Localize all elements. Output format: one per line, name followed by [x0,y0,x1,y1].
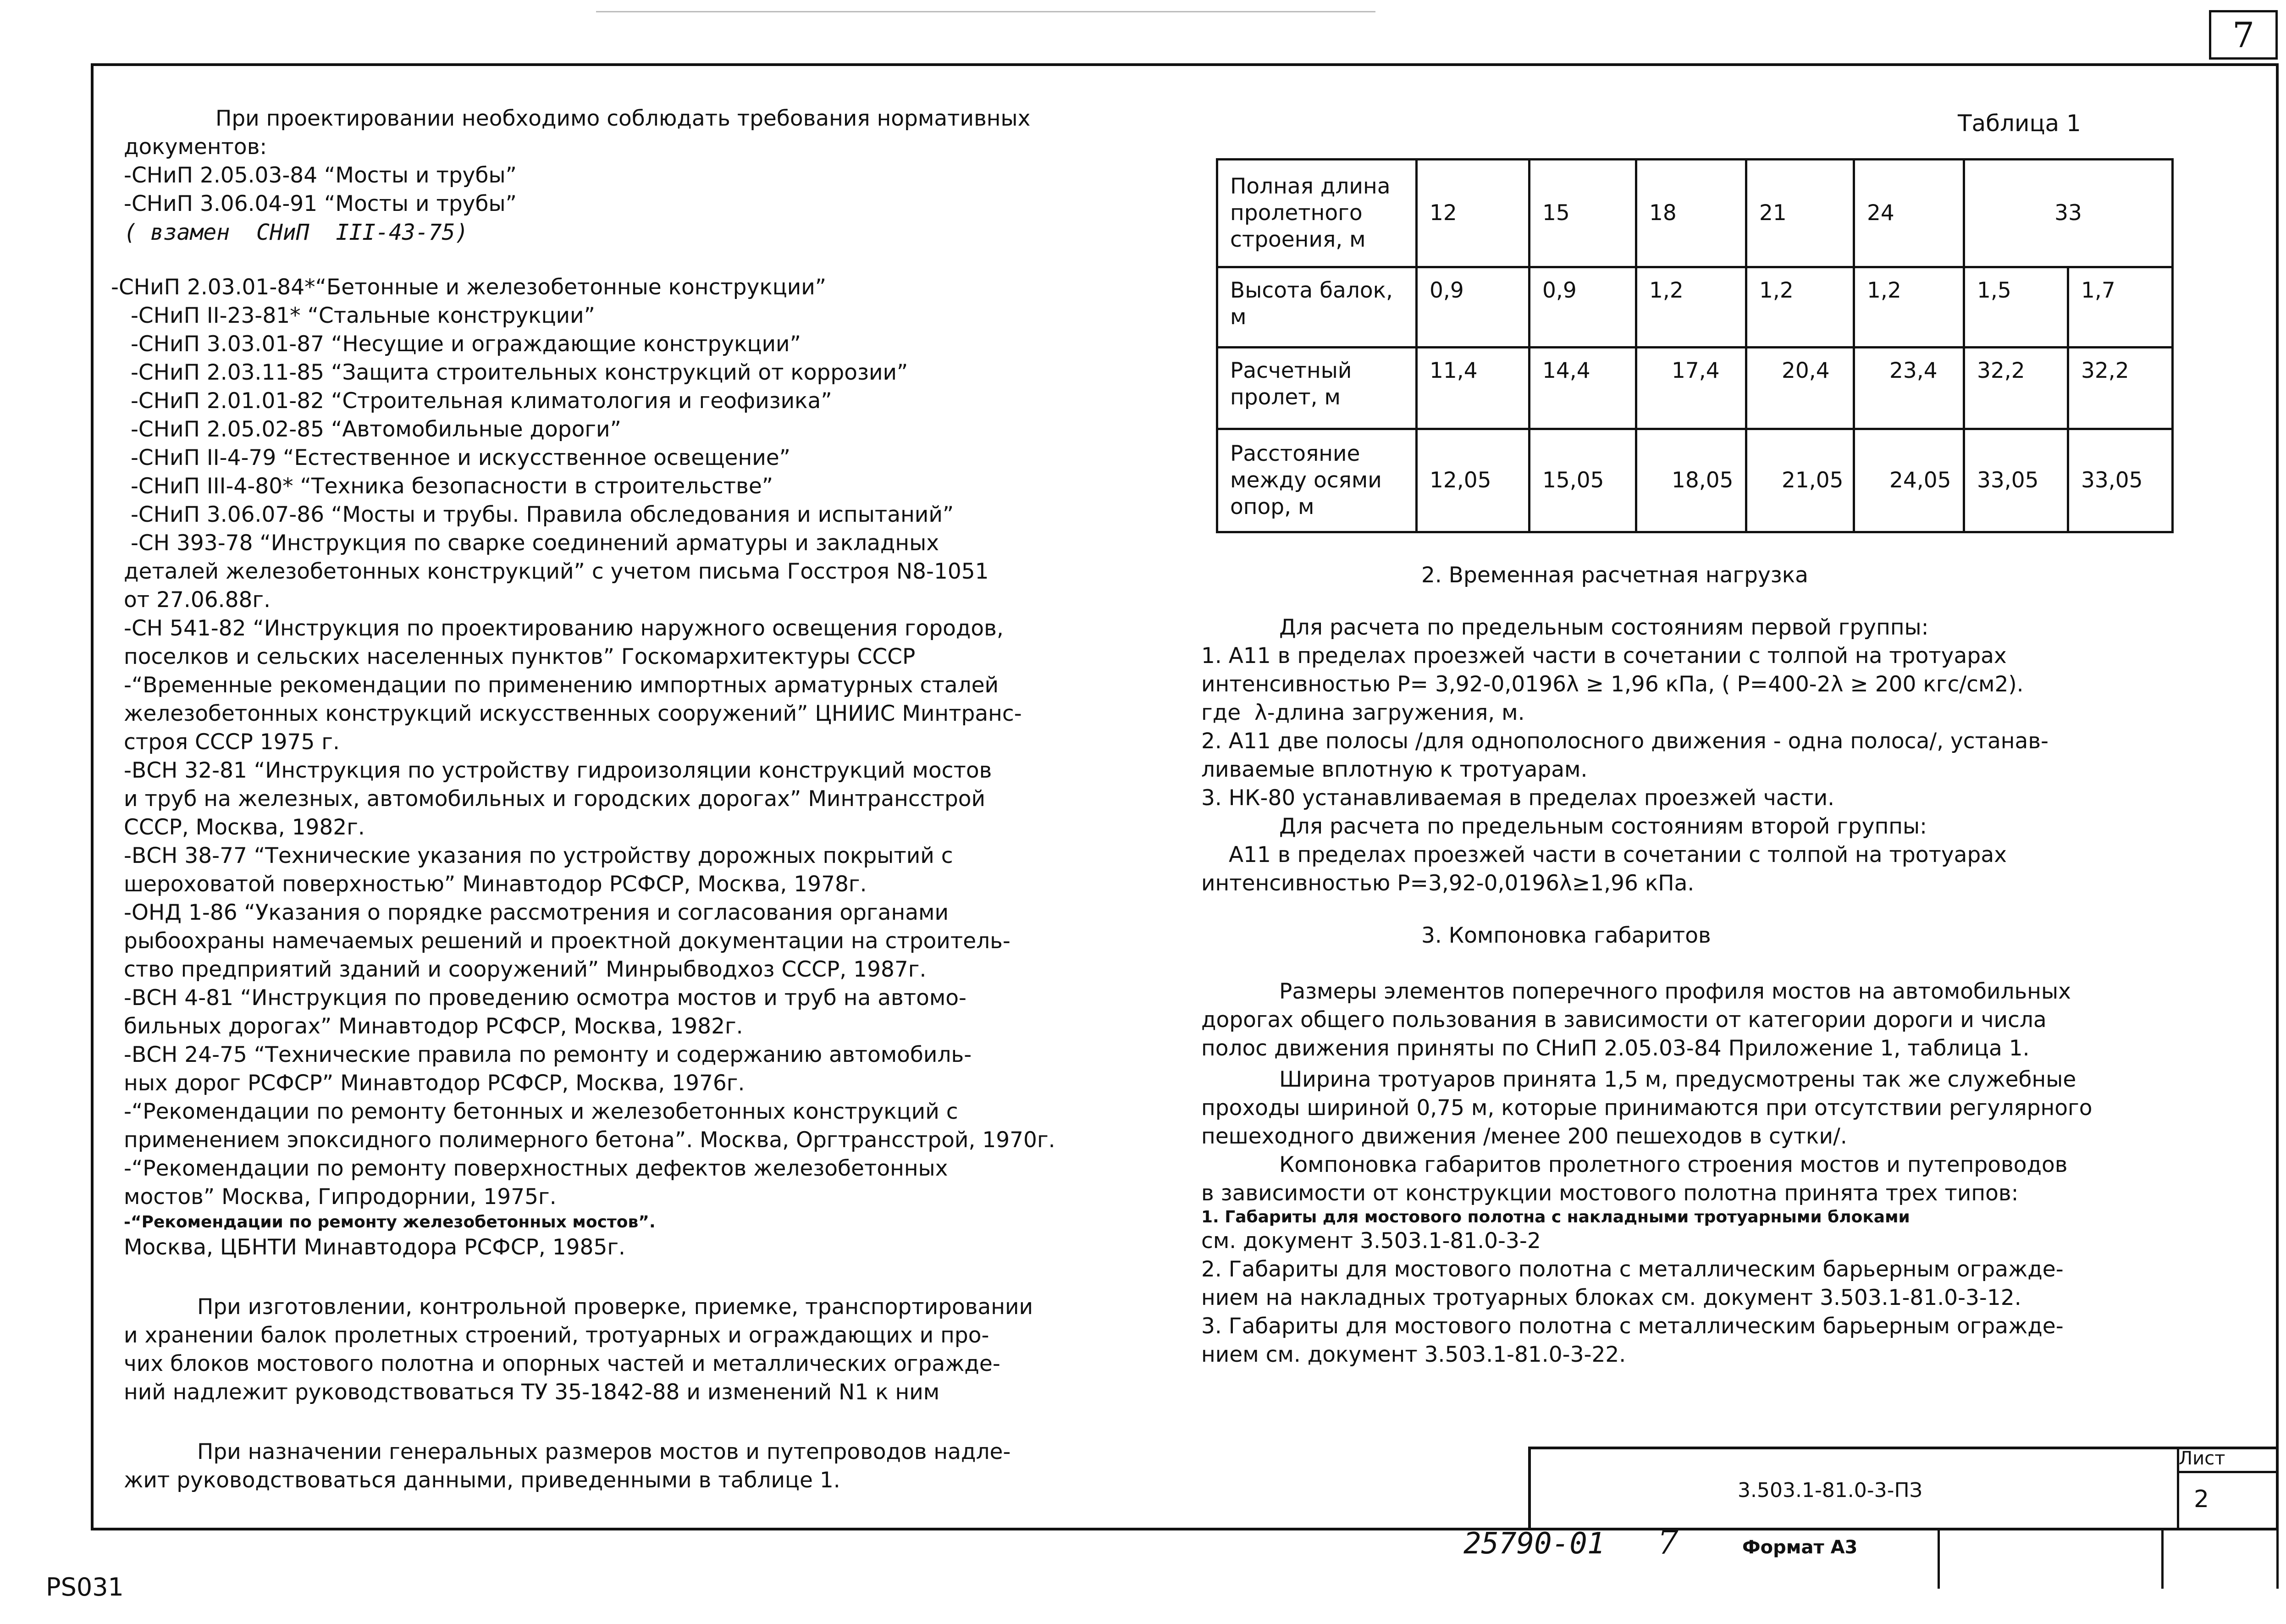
norm-snip-2-03-11: -СНиП 2.03.11-85 “Защита строительных конструкций от коррозии” [124,360,908,385]
table-row-label: Расстояние между осями опор, м [1217,429,1417,532]
norm-sn-541-82-line-2: поселков и сельских населенных пунктов” Госкомархитектуры СССР [124,644,916,669]
clearances-line-3: полос движения приняты по СНиП 2.05.03-84 Приложение 1, таблица 1. [1201,1036,2030,1061]
norm-snip-3-03-01: -СНиП 3.03.01-87 “Несущие и ограждающие конструкции” [124,331,801,357]
norm-vsn-32-81-line-2: и труб на железных, автомобильных и городских дорогах” Минтрансстрой [124,786,986,812]
clearances-type-2-line-1: 2. Габариты для мостового полотна с металлическим барьерным огражде- [1201,1257,2064,1282]
table-cell: 1,5 [1964,267,2068,348]
table-row-support-distance [1217,429,2173,532]
table-cell: 17,4 [1636,348,1746,429]
norm-temp-recommendations-line-3: строя СССР 1975 г. [124,729,340,755]
table-cell: 18 [1636,160,1746,267]
norm-vsn-4-81-line-2: бильных дорогах” Минавтодор РСФСР, Москва, 1982г. [124,1014,743,1039]
norm-sn-393-78-line-1: -СН 393-78 “Инструкция по сварке соединений арматуры и закладных [124,530,939,556]
clearances-type-3-line-1: 3. Габариты для мостового полотна с металлическим барьерным огражде- [1201,1314,2064,1339]
section-heading-clearances: 3. Компоновка габаритов [1421,923,1711,948]
live-load-line-10: интенсивностью Р=3,92-0,0196λ≥1,96 кПа. [1201,871,1695,896]
table-cell: 18,05 [1636,429,1746,532]
dimensions-para-line-2: жит руководствоваться данными, приведенными в таблице 1. [124,1468,840,1493]
page-number: 7 [2232,14,2255,55]
norm-vsn-38-77-line-1: -ВСН 38-77 “Технические указания по устройству дорожных покрытий с [124,843,953,868]
live-load-line-6: ливаемые вплотную к тротуарам. [1201,757,1588,782]
manufacturing-para-line-3: чих блоков мостового полотна и опорных частей и металлических огражде- [124,1351,1000,1376]
norm-ond-1-86-line-3: ство предприятий зданий и сооружений” Минрыбводхоз СССР, 1987г. [124,957,927,982]
norm-bridge-repair-stamped: -“Рекомендации по ремонту железобетонных мостов”. [124,1213,656,1232]
live-load-line-1: Для расчета по предельным состояниям первой группы: [1279,615,1929,640]
table-cell: 20,4 [1746,348,1854,429]
document-code: 3.503.1-81.0-3-ПЗ [1738,1479,1922,1502]
table-cell: 32,2 [1964,348,2068,429]
table-row-beam-height [1217,267,2173,348]
clearances-type-1-doc: см. документ 3.503.1-81.0-3-2 [1201,1228,1541,1254]
norm-snip-2-05-03: -СНиП 2.05.03-84 “Мосты и трубы” [124,163,517,188]
table-cell: 1,2 [1746,267,1854,348]
table-cell: 14,4 [1530,348,1636,429]
table-cell: 33,05 [1964,429,2068,532]
clearances-type-1-stamped: 1. Габариты для мостового полотна с накладными тротуарными блоками [1201,1208,1910,1226]
table-cell: 11,4 [1417,348,1530,429]
sheet-number: 2 [2194,1486,2209,1513]
norm-ond-1-86-line-2: рыбоохраны намечаемых решений и проектной документации на строитель- [124,928,1010,954]
table-cell: 1,2 [1854,267,1964,348]
table-cell: 15,05 [1530,429,1636,532]
table-row-label: Полная длина пролетного строения, м [1217,160,1417,267]
table-cell: 1,2 [1636,267,1746,348]
dimensions-para-line-1: При назначении генеральных размеров мостов и путепроводов надле- [197,1439,1011,1464]
clearances-line-6: пешеходного движения /менее 200 пешеходов в сутки/. [1201,1124,1847,1149]
table-cell: 21 [1746,160,1854,267]
live-load-line-8: Для расчета по предельным состояниям второй группы: [1279,814,1927,839]
table-cell: 24 [1854,160,1964,267]
norm-vsn-24-75-line-1: -ВСН 24-75 “Технические правила по ремонту и содержанию автомобиль- [124,1042,972,1067]
right-column [1201,561,2187,1369]
corner-code: PS031 [46,1573,124,1602]
clearances-type-3-line-2: нием см. документ 3.503.1-81.0-3-22. [1201,1342,1626,1367]
manufacturing-para-line-4: ний надлежит руководствоваться ТУ 35-1842-88 и изменений N1 к ним [124,1380,940,1405]
norm-snip-3-06-07: -СНиП 3.06.07-86 “Мосты и трубы. Правила обследования и испытаний” [124,502,954,527]
copy-number-handwritten: 7 [1657,1523,1679,1562]
format-row-divider-1 [1938,1529,1940,1589]
table-cell: 0,9 [1417,267,1530,348]
clearances-line-2: дорогах общего пользования в зависимости от категории дороги и числа [1201,1007,2047,1033]
clearances-line-7: Компоновка габаритов пролетного строения мостов и путепроводов [1279,1152,2068,1177]
live-load-line-5: 2. А11 две полосы /для однополосного движения - одна полоса/, устанав- [1201,729,2049,754]
span-dimensions-table [1216,158,2174,533]
live-load-line-4: где λ-длина загружения, м. [1201,700,1525,725]
table-row-label: Расчетный пролет, м [1217,348,1417,429]
table-cell: 15 [1530,160,1636,267]
norm-sn-541-82-line-1: -СН 541-82 “Инструкция по проектированию наружного освещения городов, [124,616,1004,641]
norm-snip-ii-23-81: -СНиП II-23-81* “Стальные конструкции” [124,303,595,328]
norm-sn-393-78-line-3: от 27.06.88г. [124,587,271,613]
table-cell: 23,4 [1854,348,1964,429]
norm-sn-393-78-line-2: деталей железобетонных конструкций” с учетом письма Госстроя N8-1051 [124,559,989,584]
table-cell: 21,05 [1746,429,1854,532]
clearances-line-5: проходы шириной 0,75 м, которые принимаются при отсутствии регулярного [1201,1095,2093,1121]
table-cell: 24,05 [1854,429,1964,532]
top-scan-line [596,11,1375,12]
clearances-line-4: Ширина тротуаров принята 1,5 м, предусмотрены так же служебные [1279,1067,2076,1092]
intro-line-2: документов: [124,134,267,160]
norm-vsn-4-81-line-1: -ВСН 4-81 “Инструкция по проведению осмотра мостов и труб на автомо- [124,985,967,1011]
table-row-span-length [1217,160,2173,267]
norm-snip-2-05-02: -СНиП 2.05.02-85 “Автомобильные дороги” [124,417,621,442]
table-caption: Таблица 1 [1958,110,2081,137]
table-row-design-span [1217,348,2173,429]
sheet-label: Лист [2179,1448,2225,1469]
left-column [111,105,1169,1495]
live-load-line-2: 1. А11 в пределах проезжей части в сочетании с толпой на тротуарах [1201,643,2007,668]
clearances-type-2-line-2: нием на накладных тротуарных блоках см. документ 3.503.1-81.0-3-12. [1201,1285,2021,1310]
norm-epoxy-recommendations-line-2: применением эпоксидного полимерного бетона”. Москва, Оргтрансстрой, 1970г. [124,1127,1055,1153]
live-load-line-7: 3. НК-80 устанавливаемая в пределах проезжей части. [1201,785,1835,811]
table-cell: 32,2 [2068,348,2173,429]
clearances-line-1: Размеры элементов поперечного профиля мостов на автомобильных [1279,979,2071,1004]
norm-vsn-32-81-line-3: СССР, Москва, 1982г. [124,815,365,840]
norm-vsn-24-75-line-2: ных дорог РСФСР” Минавтодор РСФСР, Москва, 1976г. [124,1071,745,1096]
format-row-right-edge [2276,1529,2279,1589]
norm-surface-defects-line-1: -“Рекомендации по ремонту поверхностных дефектов железобетонных [124,1156,948,1181]
norm-epoxy-recommendations-line-1: -“Рекомендации по ремонту бетонных и железобетонных конструкций с [124,1099,958,1124]
title-block-top-line [1528,1447,2279,1449]
intro-line-1: При проектировании необходимо соблюдать требования нормативных [215,106,1031,131]
paper-format: Формат А3 [1742,1537,1858,1558]
norm-ond-1-86-line-1: -ОНД 1-86 “Указания о порядке рассмотрения и согласования органами [124,900,949,925]
table-cell: 0,9 [1530,267,1636,348]
table-cell: 12 [1417,160,1530,267]
norm-temp-recommendations-line-2: железобетонных конструкций искусственных сооружений” ЦНИИС Минтранс- [124,701,1022,726]
clearances-line-8: в зависимости от конструкции мостового полотна принята трех типов: [1201,1181,2019,1206]
norm-temp-recommendations-line-1: -“Временные рекомендации по применению импортных арматурных сталей [124,673,999,698]
section-heading-live-load: 2. Временная расчетная нагрузка [1421,563,1808,588]
manufacturing-para-line-1: При изготовлении, контрольной проверке, приемке, транспортировании [197,1294,1033,1320]
norm-vsn-38-77-line-2: шероховатой поверхностью” Минавтодор РСФСР, Москва, 1978г. [124,872,867,897]
table-cell: 33,05 [2068,429,2173,532]
norm-bridge-repair-line-2: Москва, ЦБНТИ Минавтодора РСФСР, 1985г. [124,1235,625,1260]
norm-snip-ii-4-79: -СНиП II-4-79 “Естественное и искусственное освещение” [124,445,791,470]
live-load-line-3: интенсивностью Р= 3,92-0,0196λ ≥ 1,96 кПа, ( Р=400-2λ ≥ 200 кгс/см2). [1201,672,2024,697]
norm-snip-iii-4-80: -СНиП III-4-80* “Техника безопасности в строительстве” [124,474,773,499]
table-cell: 12,05 [1417,429,1530,532]
page-number-box [2209,10,2278,60]
live-load-line-9: А11 в пределах проезжей части в сочетании с толпой на тротуарах [1229,842,2007,867]
norm-snip-2-03-01: -СНиП 2.03.01-84*“Бетонные и железобетонные конструкции” [111,275,827,300]
format-row-divider-2 [2161,1529,2164,1589]
table-cell: 1,7 [2068,267,2173,348]
manufacturing-para-line-2: и хранении балок пролетных строений, тротуарных и ограждающих и про- [124,1323,989,1348]
norm-vsn-32-81-line-1: -ВСН 32-81 “Инструкция по устройству гидроизоляции конструкций мостов [124,758,992,783]
table-row-label: Высота балок, м [1217,267,1417,348]
norm-replacement-handwritten: ( взамен СНиП III-43-75) [124,220,469,245]
title-block-left-line [1528,1447,1531,1529]
inventory-number-handwritten: 25790-01 [1463,1527,1605,1561]
sheet-cell-divider-line [2177,1471,2279,1473]
norm-snip-3-06-04-handwritten: -СНиП 3.06.04-91 “Мосты и трубы” [124,191,517,216]
norm-surface-defects-line-2: мостов” Москва, Гипродорнии, 1975г. [124,1184,557,1210]
norm-snip-2-01-01: -СНиП 2.01.01-82 “Строительная климатология и геофизика” [124,388,832,414]
table-cell: 33 [1964,160,2173,267]
